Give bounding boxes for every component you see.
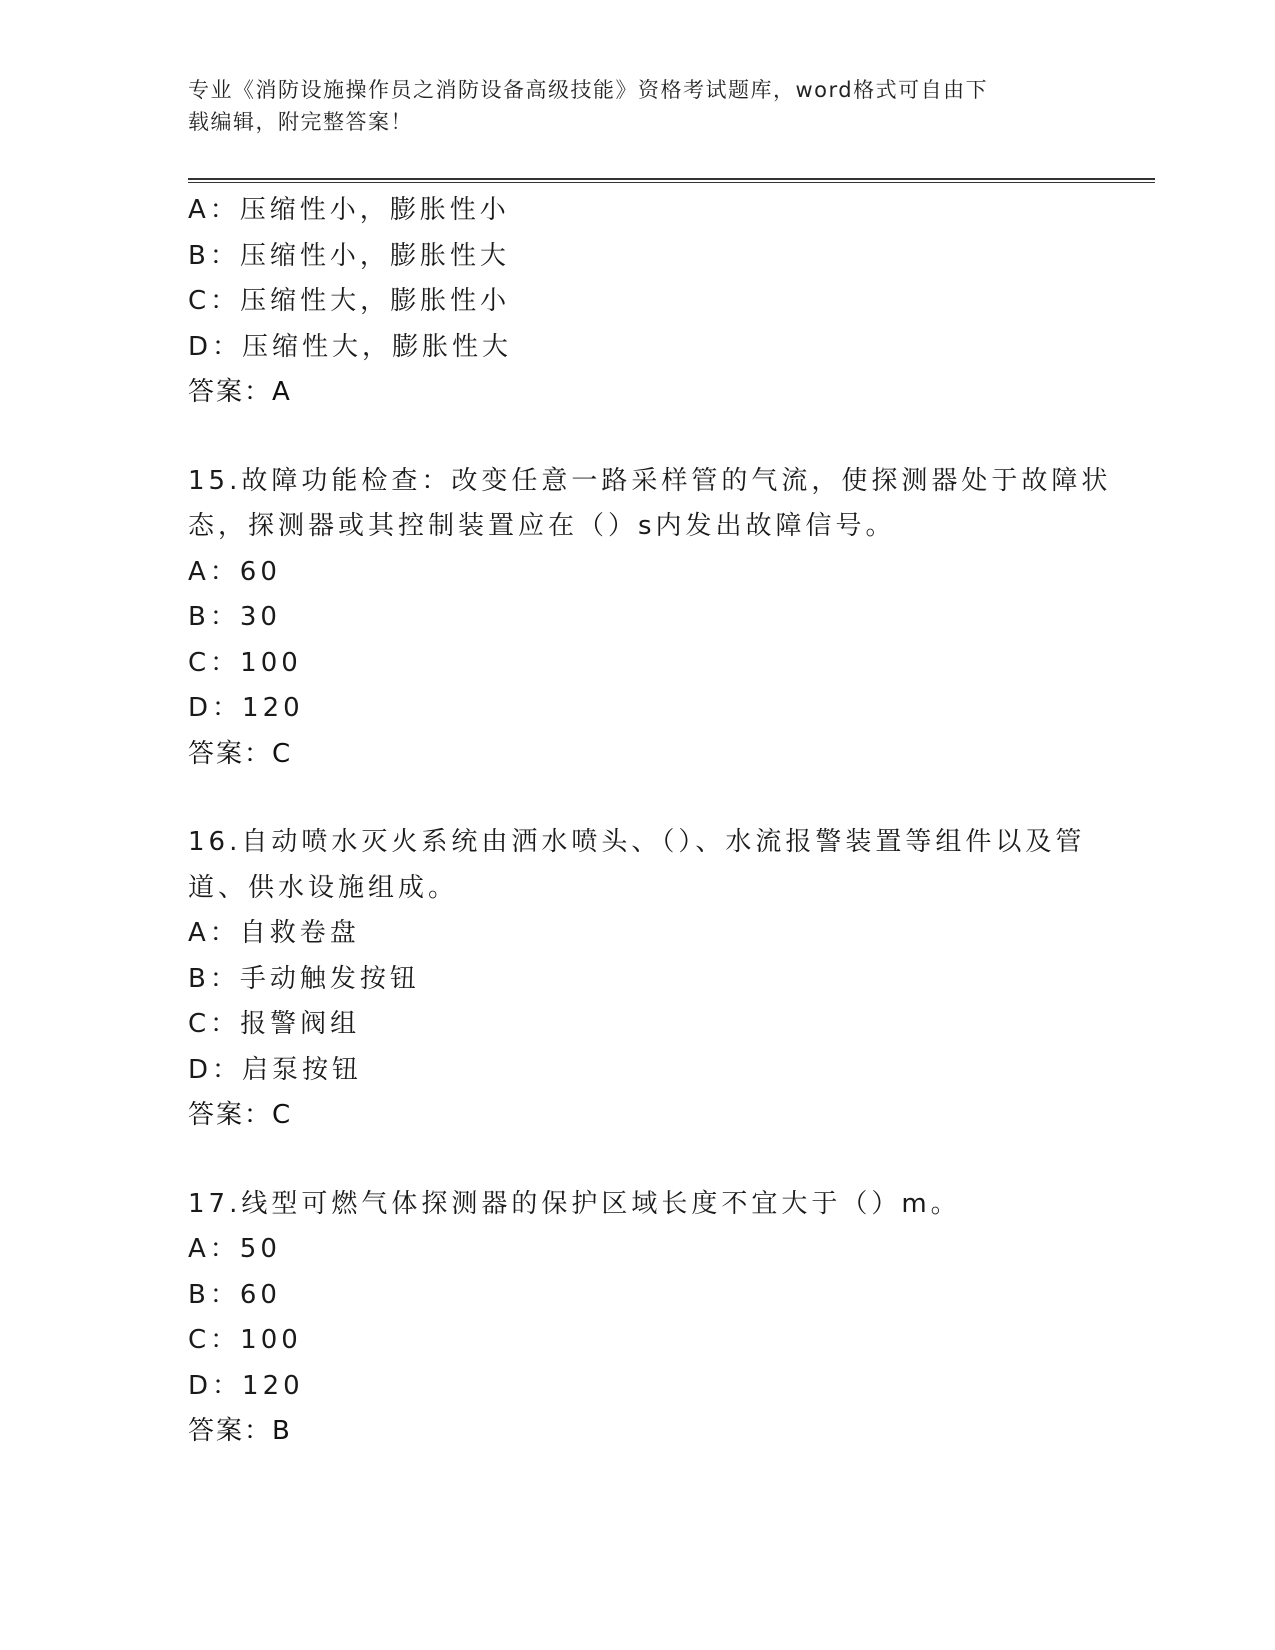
option-b: B：30: [188, 602, 281, 632]
header-divider: [188, 178, 1155, 183]
option-d: D：压缩性大，膨胀性大: [188, 331, 513, 362]
answer: 答案：C: [188, 1100, 293, 1130]
question-spacer: [188, 416, 1088, 459]
question-spacer: [188, 777, 1088, 820]
option-d: D：120: [188, 1370, 304, 1401]
question-stem-continued: 道、供水设施组成。: [188, 872, 459, 903]
question-stem-continued: 态，探测器或其控制装置应在（）s内发出故障信号。: [188, 511, 896, 541]
option-c: C：100: [188, 1325, 302, 1355]
answer: 答案：B: [188, 1416, 292, 1446]
question-stem: 16.自动喷水灭火系统由洒水喷头、（）、水流报警装置等组件以及管: [188, 827, 1086, 857]
option-a: A：压缩性小，膨胀性小: [188, 195, 510, 225]
question-17: [188, 1182, 1088, 1455]
option-a: A：50: [188, 1234, 281, 1264]
option-a: A：自救卷盘: [188, 918, 360, 948]
option-b: B：60: [188, 1279, 281, 1310]
option-c: C：压缩性大，膨胀性小: [188, 286, 511, 316]
question-spacer: [188, 1139, 1088, 1182]
question-15: [188, 459, 1112, 778]
option-d: D：120: [188, 693, 304, 723]
option-b: B：压缩性小，膨胀性大: [188, 240, 510, 271]
question-list: [188, 188, 1112, 1455]
document-header: [188, 74, 1088, 138]
option-c: C：100: [188, 647, 302, 678]
header-line-1: 专业《消防设施操作员之消防设备高级技能》资格考试题库，word格式可自由下: [188, 78, 989, 102]
option-a: A：60: [188, 556, 281, 587]
header-line-2: 载编辑，附完整答案！: [188, 110, 413, 134]
question-stem: 15.故障功能检查：改变任意一路采样管的气流，使探测器处于故障状: [188, 465, 1112, 496]
question-stem: 17.线型可燃气体探测器的保护区域长度不宜大于（）m。: [188, 1188, 961, 1219]
answer: 答案：A: [188, 377, 292, 407]
question-14: [188, 188, 1088, 416]
answer: 答案：C: [188, 738, 293, 769]
option-d: D：启泵按钮: [188, 1054, 363, 1085]
option-b: B：手动触发按钮: [188, 963, 420, 994]
question-16: [188, 820, 1088, 1139]
option-c: C：报警阀组: [188, 1009, 361, 1039]
